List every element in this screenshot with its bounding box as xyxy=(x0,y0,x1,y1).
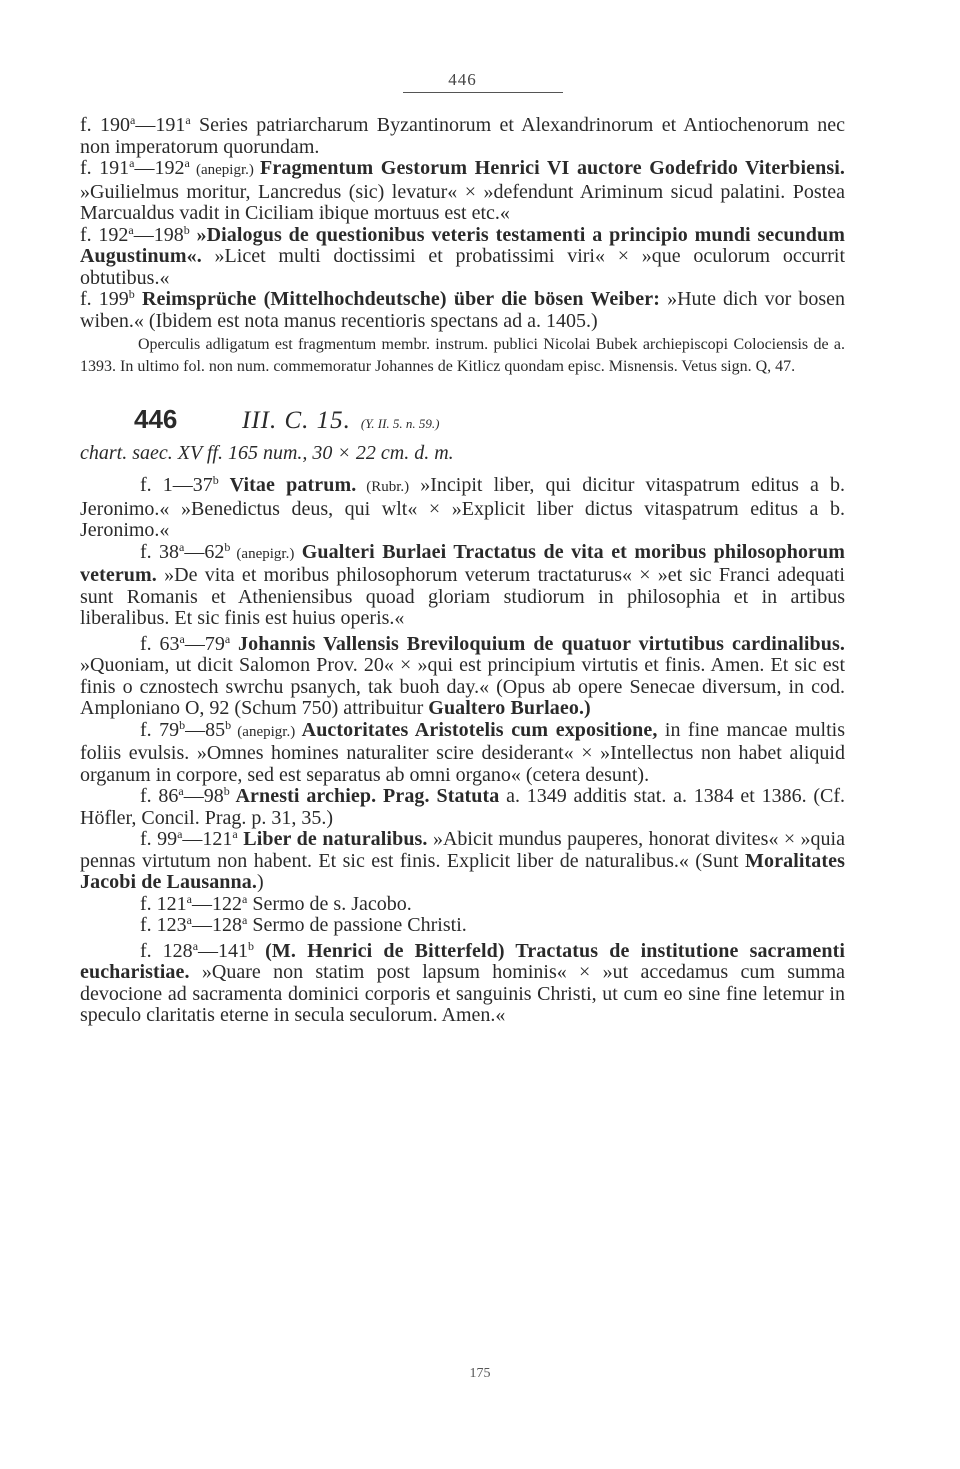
folio-ref: —98 xyxy=(183,785,224,807)
binding-note: Operculis adligatum est fragmentum membr. instrum. publici Nicolai Bubek archiepiscopi Colociensis de a. 1393. In ultimo fol. non num. commemoratur Johannes de Kitlicz quondam episc. Misnensis. Vetus sign. Q, 47. xyxy=(80,336,845,375)
anepigr-note: (anepigr.) xyxy=(231,723,296,740)
shelfmark: III. C. 15. xyxy=(242,407,351,434)
item-naturalibus xyxy=(80,829,845,894)
folio-sup: a xyxy=(179,631,185,646)
folio-ref: f. 79 xyxy=(140,718,180,741)
item-sermo-jacobo xyxy=(80,891,845,916)
entry-paragraph-fragmentum xyxy=(80,158,845,225)
author-name: Moralitates Jacobi de Lausanna. xyxy=(80,849,845,893)
folio-sup: a xyxy=(242,913,248,927)
folio-sup: a xyxy=(129,156,135,170)
item-vitae-patrum xyxy=(80,475,845,542)
folio-ref: f. 190 xyxy=(80,114,131,136)
paragraph-text: »Hute dich vor bosen wiben.« (Ibidem est nota manus recentioris spectans ad a. 1405.) xyxy=(80,288,845,332)
catalogue-number: 446 xyxy=(134,404,178,434)
folio-sup: b xyxy=(128,287,135,301)
folio-ref: f. 123 xyxy=(140,914,187,936)
folio-sup: b xyxy=(212,473,219,487)
work-title: Arnesti archiep. Prag. Statuta xyxy=(229,785,500,807)
paragraph-text: Sermo de s. Jacobo. xyxy=(247,892,412,915)
work-title: Liber de naturalibus. xyxy=(237,828,428,850)
paragraph-text: a. 1349 additis stat. a. 1384 et 1386. (Cf. Höfler, Concil. Prag. p. 31, 35.) xyxy=(80,785,845,829)
item-sermo-passione xyxy=(80,915,845,937)
folio-ref: —85 xyxy=(185,718,226,741)
folio-ref: f. 1—37 xyxy=(140,474,213,496)
work-title: Gualteri Burlaei Tractatus de vita et moribus philosophorum veterum. xyxy=(80,540,846,586)
anepigr-note: (anepigr.) xyxy=(230,545,295,562)
footer-page-number: 175 xyxy=(469,1366,491,1381)
paragraph-text: in fine mancae multis foliis evulsis. »Omnes homines naturaliter scire desiderant« × »Intellectus non habet aliquid organum in corpore, sed est separatus ab omni organo« (cetera desunt). xyxy=(80,718,845,786)
paragraph-text: »Quoniam, ut dicit Salomon Prov. 20« × »qui est principium virtutis et finis. Amen. Et sic est finis o cznostech swrchu psanych, tak buoh day.« (Opus ab opere Senecae diversum, in cod. Amploniano O, 92 (Schum 750) attribuitur xyxy=(80,654,845,719)
header-rule xyxy=(403,92,563,93)
folio-ref: f. 86 xyxy=(140,785,179,807)
folio-ref: f. 38 xyxy=(140,540,180,563)
item-arnesti xyxy=(80,786,845,829)
work-title: Auctoritates Aristotelis cum expositione, xyxy=(295,718,658,741)
entry-heading xyxy=(80,404,845,438)
paragraph-text: »Guilielmus moritur, Lancredus (sic) levatur« × »defendunt Ariminum sicud palatini. Postea Marcualdus vadit in Ciciliam ibique mortuus est etc.« xyxy=(80,180,845,224)
folio-sup: a xyxy=(192,938,199,953)
work-title: Vitae patrum. xyxy=(218,474,357,496)
folio-ref: f. 199 xyxy=(80,288,129,310)
physical-description: chart. saec. XV ff. 165 num., 30 × 22 cm. d. m. xyxy=(80,442,454,464)
item-bitterfeld xyxy=(80,938,845,1027)
folio-sup: a xyxy=(184,156,190,170)
entry-paragraph-reimsprueche xyxy=(80,289,845,332)
paragraph-text: »Licet multi doctissimi et probatissimi viri« × »que oculorum occurrit obtutibus.« xyxy=(80,245,845,289)
folio-sup: a xyxy=(185,113,191,127)
anepigr-note: (anepigr.) xyxy=(189,162,261,178)
folio-sup: a xyxy=(130,113,136,127)
folio-ref: —192 xyxy=(134,157,185,179)
paragraph-text: Sermo de passione Christi. xyxy=(247,914,467,936)
folio-sup: a xyxy=(178,784,184,798)
folio-ref: —122 xyxy=(192,892,242,915)
folio-ref: f. 99 xyxy=(140,828,178,850)
paragraph-text: »Incipit liber, qui dicitur vitaspatrum editus a b. Jeronimo.« »Benedictus deus, qui wlt« × »Explicit liber dictus vitaspatrum editus a b. Jeronimo.« xyxy=(80,474,845,541)
folio-sup: b xyxy=(225,717,232,732)
paragraph-text: ) xyxy=(256,871,264,893)
paragraph-text: »De vita et moribus philosophorum veterum tractaturus« × »et sic Franci adequati sunt Romanis et Atheniensibus quoad gloriam studiorum in philosophia et in artibus liberalibus. Et sic finis est huius operis.« xyxy=(80,564,845,629)
folio-sup: b xyxy=(224,539,231,554)
paragraph-text: »Abicit mundus pauperes, honorat divites« × »quia pennas virtutum non habent. Et sic est finis. Explicit liber de naturalibus.« (Sunt xyxy=(80,828,845,872)
folio-sup: a xyxy=(128,222,134,237)
folio-ref: —128 xyxy=(192,914,242,936)
work-title: Fragmentum Gestorum Henrici VI auctore Godefrido Viterbiensi. xyxy=(260,157,845,179)
folio-ref: —198 xyxy=(133,223,184,246)
folio-sup: a xyxy=(186,891,192,906)
folio-ref: f. 121 xyxy=(140,892,187,915)
folio-ref: f. 63 xyxy=(140,632,180,655)
folio-sup: b xyxy=(223,784,230,798)
rubric-note: (Rubr.) xyxy=(356,479,410,495)
folio-sup: a xyxy=(186,913,192,927)
item-vallensis xyxy=(80,631,845,720)
folio-ref: f. 192 xyxy=(80,223,129,246)
folio-sup: a xyxy=(177,827,183,841)
paragraph-text: Series patriarcharum Byzantinorum et Alexandrinorum et Antiochenorum nec non imperatorum quorundam. xyxy=(80,114,845,158)
folio-ref: —191 xyxy=(135,114,186,136)
folio-ref: f. 191 xyxy=(80,157,130,179)
folio-sup: a xyxy=(242,891,248,906)
old-signature: (Y. II. 5. n. 59.) xyxy=(360,416,440,431)
page xyxy=(80,70,845,1027)
entry-paragraph-dialogus xyxy=(80,222,845,290)
item-burlaeus xyxy=(80,539,846,630)
work-title: Johannis Vallensis Breviloquium de quatuor virtutibus cardinalibus. xyxy=(230,632,845,655)
folio-ref: —121 xyxy=(182,828,233,850)
folio-ref: —141 xyxy=(198,939,249,962)
work-title: »Dialogus de questionibus veteris testamenti a principio mundi secundum Augustinum«. xyxy=(80,223,845,267)
author-name: Gualtero Burlaeo.) xyxy=(428,697,591,719)
folio-sup: b xyxy=(179,717,186,732)
entry-paragraph-series xyxy=(80,115,845,158)
page-number: 446 xyxy=(448,70,477,89)
folio-sup: a xyxy=(232,827,238,841)
folio-ref: —79 xyxy=(184,632,225,655)
folio-sup: a xyxy=(179,539,185,554)
folio-sup: b xyxy=(248,938,255,953)
folio-ref: —62 xyxy=(184,540,225,563)
folio-ref: f. 128 xyxy=(140,939,193,962)
work-title: (M. Henrici de Bitterfeld) Tractatus de institutione sacramenti eucharistiae. xyxy=(80,939,845,983)
item-aristotelis xyxy=(80,717,845,787)
folio-sup: a xyxy=(224,631,231,646)
folio-sup: b xyxy=(183,222,190,237)
work-title: Reimsprüche (Mittelhochdeutsche) über die bösen Weiber: xyxy=(134,288,660,310)
paragraph-text: »Quare non statim post lapsum hominis« × »ut accedamus cum summa devocione ad sacramenta dominici corporis et sanguinis Christi, ut cum eo sine fine letemur in speculo claritatis eterne in secula seculorum. Amen.« xyxy=(80,961,845,1026)
